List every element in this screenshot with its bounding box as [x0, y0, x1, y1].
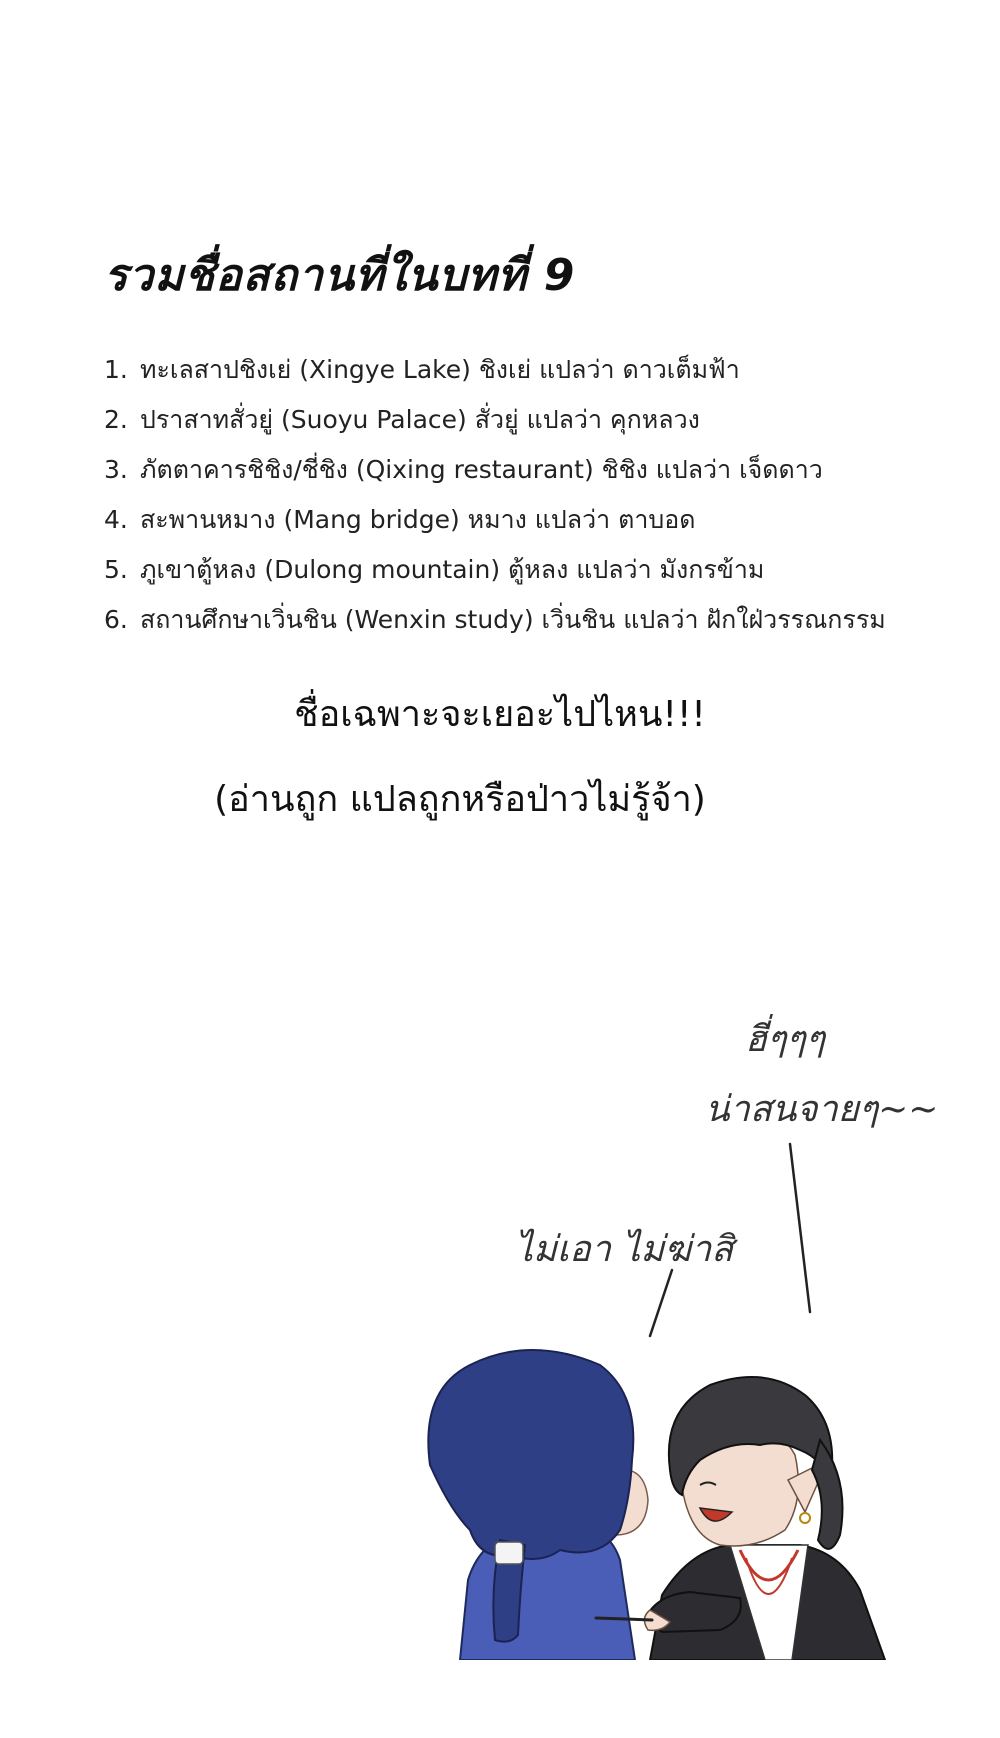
- place-text: ภูเขาตู้หลง (Dulong mountain) ตู้หลง แปลว่า มังกรข้าม: [140, 555, 765, 584]
- place-number: 5.: [104, 555, 128, 584]
- place-text: สถานศึกษาเวิ่นชิน (Wenxin study) เวิ่นชิน แปลว่า ฝักใฝ่วรรณกรรม: [140, 605, 886, 634]
- place-item: [104, 595, 886, 645]
- place-list: [104, 345, 886, 645]
- right-character-earring: [800, 1513, 810, 1523]
- place-item: [104, 545, 886, 595]
- note-line-2: (อ่านถูก แปลถูกหรือป่าวไม่รู้จ้า): [214, 779, 706, 820]
- place-item: [104, 495, 886, 545]
- place-item: [104, 445, 886, 495]
- left-character-hair: [428, 1350, 633, 1559]
- right-character-pipe: [596, 1618, 652, 1620]
- place-item: [104, 395, 886, 445]
- speech-tail-right: [790, 1144, 810, 1312]
- speech-right-line-2: น่าสนจายๆ~~: [705, 1089, 939, 1130]
- place-number: 1.: [104, 355, 128, 384]
- place-number: 2.: [104, 405, 128, 434]
- characters-illustration: [400, 1140, 940, 1660]
- place-text: ปราสาทสั่วยู่ (Suoyu Palace) สั่วยู่ แปลว่า คุกหลวง: [140, 405, 700, 434]
- left-character: [428, 1350, 648, 1660]
- note-line-1: ชื่อเฉพาะจะเยอะไปไหน!!!: [294, 694, 706, 735]
- place-text: ทะเลสาปชิงเย่ (Xingye Lake) ชิงเย่ แปลว่า ดาวเต็มฟ้า: [140, 355, 740, 384]
- speech-tail-left: [650, 1270, 672, 1336]
- place-item: [104, 345, 886, 395]
- speech-right-line-1: ฮี่ๆๆๆ: [745, 1019, 825, 1060]
- place-number: 3.: [104, 455, 128, 484]
- right-character-hair-side: [812, 1440, 843, 1549]
- place-text: ภัตตาคารชิชิง/ชี่ชิง (Qixing restaurant) ชิชิง แปลว่า เจ็ดดาว: [140, 455, 823, 484]
- left-character-hair-tie: [495, 1542, 523, 1564]
- place-text: สะพานหมาง (Mang bridge) หมาง แปลว่า ตาบอด: [140, 505, 696, 534]
- place-number: 6.: [104, 605, 128, 634]
- place-number: 4.: [104, 505, 128, 534]
- page-title: รวมชื่อสถานที่ในบทที่ 9: [104, 250, 576, 301]
- speech-left: ไม่เอา ไม่ฆ่าสิ: [515, 1229, 734, 1270]
